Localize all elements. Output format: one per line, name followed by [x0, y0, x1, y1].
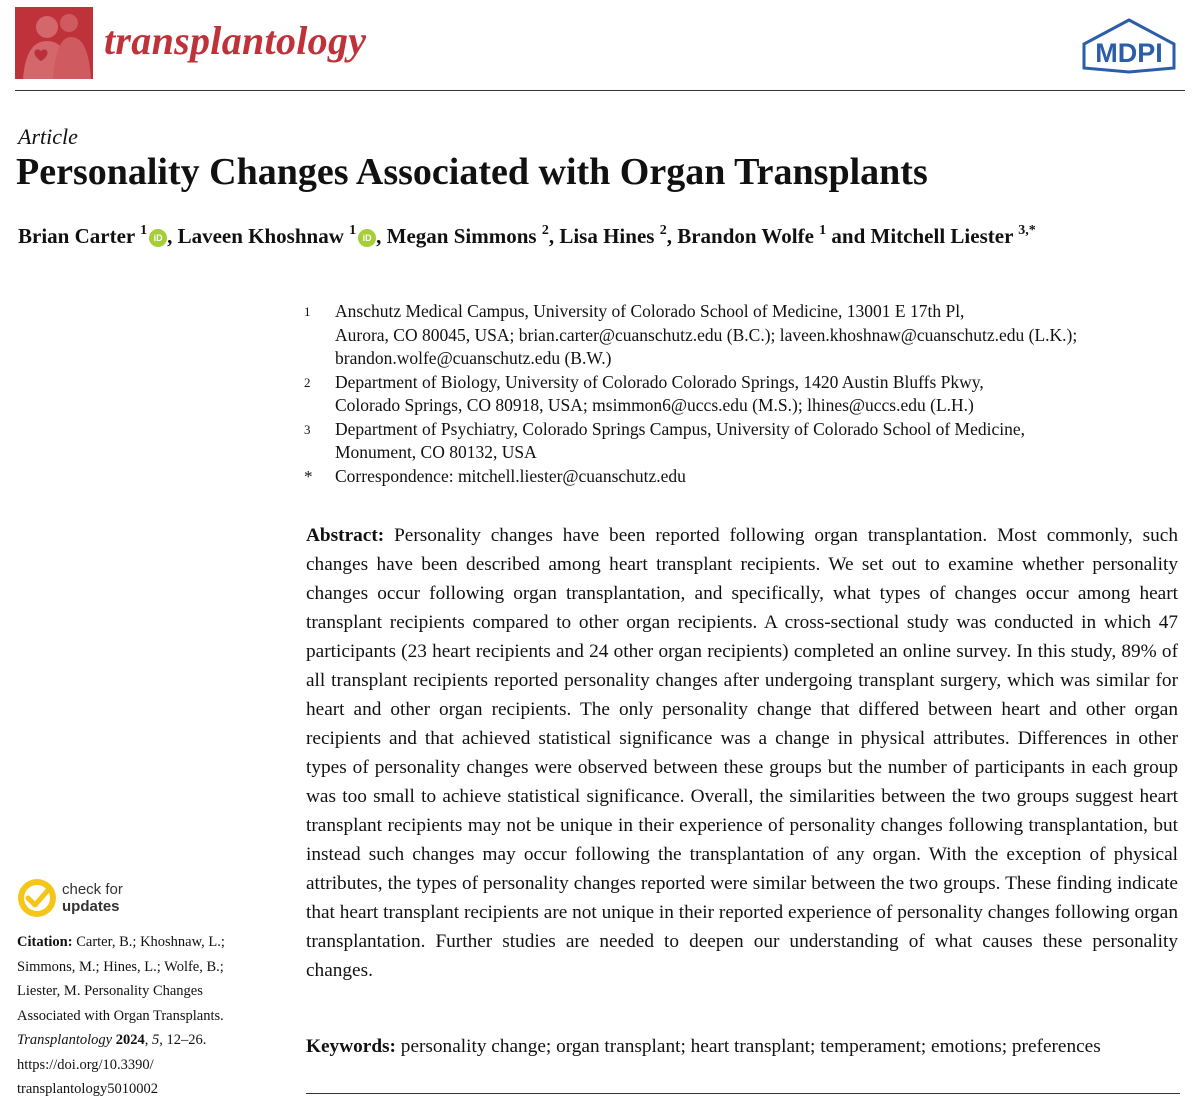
affiliation-mark: * [304, 466, 313, 486]
affiliation-text: Anschutz Medical Campus, University of Colorado School of Medicine, 13001 E 17th Pl, Aurora, CO 80045, USA; brian.carter@cuanschutz.edu (B.C.); laveen.khoshnaw@cuanschutz.edu (L.K.); brandon.wolfe@cuanschutz.edu (B.W.) [335, 301, 1078, 368]
affiliation-item [300, 371, 1180, 418]
author-separator: , [376, 224, 387, 248]
author-affiliation-mark: 2 [659, 223, 667, 238]
doi-link[interactable]: https://doi.org/10.3390/ [17, 1056, 154, 1073]
footer-divider [306, 1093, 1180, 1094]
citation-volume: 5 [151, 1032, 160, 1048]
affiliation-mark: 2 [304, 374, 311, 390]
affiliation-item [300, 418, 1180, 465]
keywords-text: personality change; organ transplant; heart transplant; temperament; emotions; preferences [400, 1036, 1101, 1057]
journal-header [0, 0, 1200, 92]
check-updates-line1: check for [62, 881, 123, 898]
citation-line: Carter, B.; Khoshnaw, L.; [76, 934, 225, 950]
author-affiliation-mark: 2 [541, 223, 549, 238]
author-separator: and [826, 224, 871, 248]
abstract-label: Abstract: [306, 525, 385, 546]
citation-label: Citation: [17, 934, 73, 950]
citation-line: Simmons, M.; Hines, L.; Wolfe, B.; [17, 958, 224, 975]
affiliation-text: Department of Biology, University of Colorado Colorado Springs, 1420 Austin Bluffs Pkwy, Colorado Springs, CO 80918, USA; msimmon6@uccs.edu (M.S.); lhines@uccs.edu (L.H.) [335, 371, 984, 415]
citation-journal: Transplantology [17, 1032, 113, 1048]
author-affiliation-mark: 1 [140, 223, 148, 238]
affiliation-item [300, 465, 1180, 489]
author-name: Brian Carter [18, 224, 141, 248]
author-name: Brandon Wolfe [677, 224, 820, 248]
author-name: Laveen Khoshnaw [177, 224, 350, 248]
affiliation-item [300, 300, 1180, 371]
doi-link[interactable]: transplantology5010002 [17, 1081, 158, 1097]
affiliation-text: Department of Psychiatry, Colorado Springs Campus, University of Colorado School of Medicine, Monument, CO 80132, USA [335, 418, 1026, 462]
keywords [306, 1036, 1186, 1058]
affiliation-mark: 3 [304, 421, 311, 437]
author-name: Lisa Hines [559, 224, 660, 248]
journal-name: transplantology [104, 18, 367, 63]
journal-logo-icon [15, 7, 93, 79]
author-affiliation-mark: 1 [819, 223, 827, 238]
check-updates-line2: updates [62, 898, 120, 915]
citation-pages: , 12–26. [159, 1032, 207, 1048]
abstract [306, 521, 1178, 985]
author-separator: , [167, 224, 178, 248]
author-affiliation-mark: 1 [349, 223, 357, 238]
keywords-label: Keywords: [306, 1036, 396, 1057]
article-type: Article [18, 124, 78, 149]
mdpi-logo-icon [1078, 18, 1180, 74]
check-for-updates-button[interactable] [17, 878, 177, 918]
author-separator: , [548, 224, 560, 248]
orcid-icon[interactable]: iD [149, 229, 167, 247]
check-updates-icon [17, 878, 57, 918]
author-name: Megan Simmons [386, 224, 542, 248]
article-title: Personality Changes Associated with Organ Transplants [16, 151, 928, 193]
citation-block [17, 930, 287, 1102]
orcid-icon[interactable]: iD [358, 229, 376, 247]
svg-text:MDPI: MDPI [1095, 38, 1163, 68]
citation-line: Liester, M. Personality Changes [17, 983, 203, 999]
affiliation-mark: 1 [304, 304, 311, 319]
author-list [18, 224, 1036, 249]
author-affiliation-mark: 3,* [1018, 223, 1036, 238]
header-divider [15, 90, 1185, 91]
author-name: Mitchell Liester [870, 224, 1019, 248]
affiliation-text: Correspondence: mitchell.liester@cuanschutz.edu [335, 465, 686, 486]
citation-year: 2024 [115, 1032, 145, 1048]
affiliations [300, 300, 1180, 488]
citation-line: Transplantology 2024, 5, 12–26. [17, 1032, 207, 1048]
author-separator: , [666, 224, 678, 248]
citation-line: Associated with Organ Transplants. [17, 1007, 224, 1024]
abstract-text: Personality changes have been reported following organ transplantation. Most commonly, such changes have been described among heart transplant recipients. We set out to examine whether personality changes occur following organ transplantation, and specifically, what types of changes occur among heart transplant recipients compared to other organ recipients. A cross-sectional study was conducted in which 47 participants (23 heart recipients and 24 other organ recipients) completed an online survey. In this study, 89% of all transplant recipients reported personality changes after undergoing transplant surgery, which was similar for heart and other organ recipients. The only personality change that differed between heart and other organ recipients and that achieved statistical significance was a change in physical attributes. Differences in other types of personality changes were observed between these groups but the number of participants in each group was too small to achieve statistical significance. Overall, the similarities between the two groups suggest heart transplant recipients may not be unique in their experience of personality changes following transplantation, but instead such changes may occur following the transplantation of any organ. With the exception of physical attributes, the types of personality changes reported were similar between the two groups. These finding indicate that heart transplant recipients are not unique in their reported experience of personality changes following organ transplantation. Further studies are needed to deepen our understanding of what causes these personality changes. [306, 525, 1178, 981]
